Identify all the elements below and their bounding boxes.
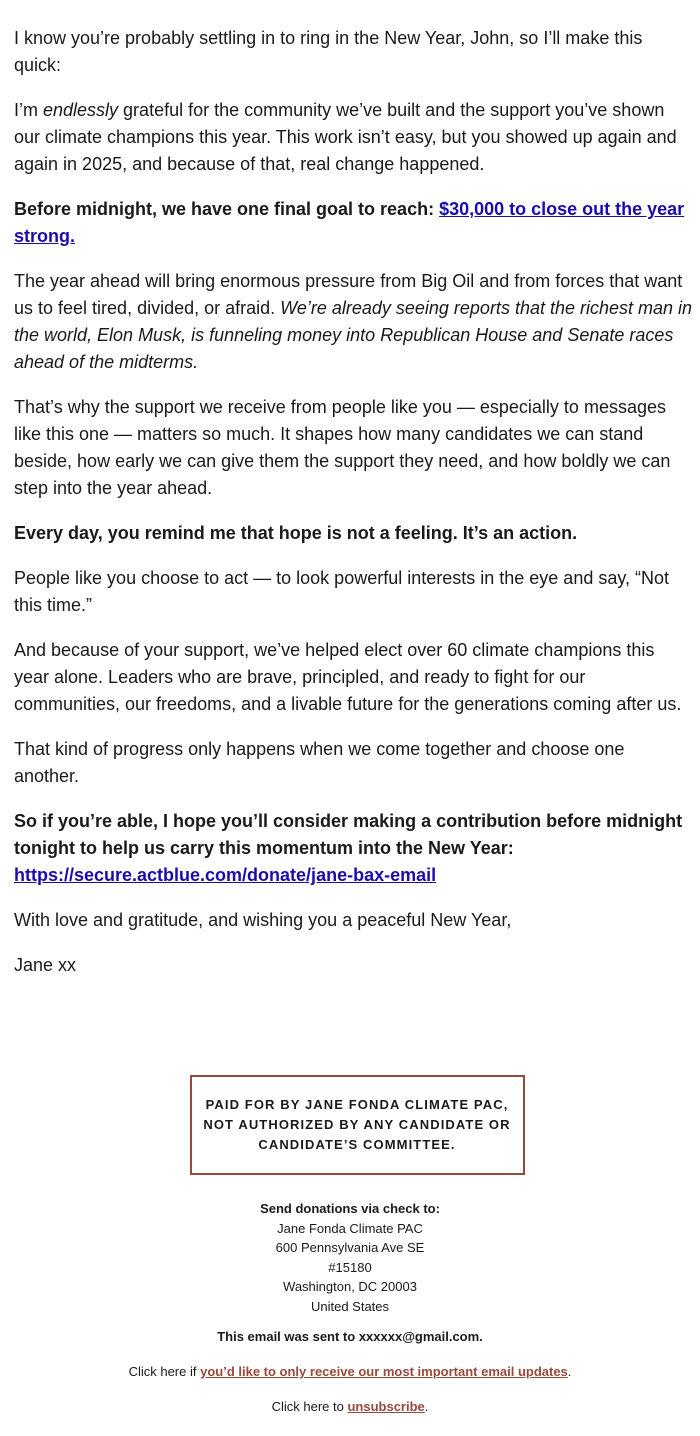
unsubscribe-post: .	[424, 1399, 429, 1414]
signature: Jane xx	[14, 955, 77, 975]
act-paragraph: People like you choose to act — to look powerful interests in the eye and say, “Not this time.”	[14, 568, 670, 615]
mailing-address	[0, 1199, 700, 1316]
disclaimer-line-2: NOT AUTHORIZED BY ANY CANDIDATE OR	[203, 1117, 511, 1132]
email-footer	[0, 1075, 700, 1414]
pressure-text: The year ahead will bring enormous pressure from Big Oil and from forces that want us to feel tired, divided, or afraid.	[14, 271, 683, 318]
contribution-text: So if you’re able, I hope you’ll consider making a contribution before midnight tonight to help us carry this momentum into the New Year:	[14, 811, 683, 858]
goal-donate-link[interactable]: $30,000 to close out the year strong.	[14, 199, 685, 246]
unsubscribe-pre: Click here to	[271, 1399, 348, 1414]
address-country: United States	[310, 1298, 390, 1314]
updates-pre: Click here if	[128, 1364, 201, 1379]
champions-paragraph: And because of your support, we’ve helped elect over 60 climate champions this year alone. Leaders who are brave, principled, and ready to fight for our communities, our freedoms, and a livable future for the generations coming after us.	[14, 640, 682, 714]
paid-for-disclaimer	[190, 1075, 525, 1175]
gratitude-pre: I’m	[14, 100, 43, 120]
address-heading: Send donations via check to:	[260, 1201, 440, 1216]
gratitude-emphasis: endlessly	[43, 100, 119, 120]
closing-paragraph: With love and gratitude, and wishing you a peaceful New Year,	[14, 910, 512, 930]
gratitude-post: grateful for the community we’ve built and the support you’ve shown our climate champions this year. This work isn’t easy, but you showed up again and again in 2025, and because of that, real change happened.	[14, 100, 677, 174]
gratitude-paragraph	[14, 97, 694, 178]
goal-paragraph	[14, 196, 694, 250]
unsubscribe-line	[0, 1399, 700, 1414]
support-paragraph: That’s why the support we receive from people like you — especially to messages like this one — matters so much. It shapes how many candidates we can stand beside, how early we can give them the support they need, and how boldly we can step into the year ahead.	[14, 397, 671, 498]
address-name: Jane Fonda Climate PAC	[277, 1220, 423, 1236]
unsubscribe-link[interactable]: unsubscribe	[347, 1399, 425, 1414]
greeting-paragraph: I know you’re probably settling in to ring in the New Year, John, so I’ll make this quick:	[14, 28, 643, 75]
goal-text: Before midnight, we have one final goal to reach:	[14, 199, 440, 219]
actblue-donate-link[interactable]: https://secure.actblue.com/donate/jane-bax-email	[14, 865, 437, 885]
important-updates-link[interactable]: you’d like to only receive our most important email updates	[200, 1364, 568, 1379]
pressure-paragraph	[14, 268, 694, 376]
progress-paragraph: That kind of progress only happens when we come together and choose one another.	[14, 739, 625, 786]
updates-post: .	[567, 1364, 572, 1379]
disclaimer-line-3: CANDIDATE’S COMMITTEE.	[258, 1137, 456, 1152]
sent-to-notice: This email was sent to xxxxxx@gmail.com.	[217, 1329, 483, 1344]
address-street: 600 Pennsylvania Ave SE	[275, 1240, 425, 1255]
email-preferences-line	[0, 1364, 700, 1379]
hope-paragraph: Every day, you remind me that hope is not a feeling. It’s an action.	[14, 523, 578, 543]
contribution-paragraph	[14, 808, 694, 889]
address-city: Washington, DC 20003	[283, 1279, 417, 1294]
disclaimer-line-1: PAID FOR BY JANE FONDA CLIMATE PAC,	[205, 1097, 509, 1112]
address-suite: #15180	[328, 1259, 372, 1275]
pressure-emphasis: We’re already seeing reports that the richest man in the world, Elon Musk, is funneling money into Republican House and Senate races ahead of the midterms.	[14, 298, 693, 372]
